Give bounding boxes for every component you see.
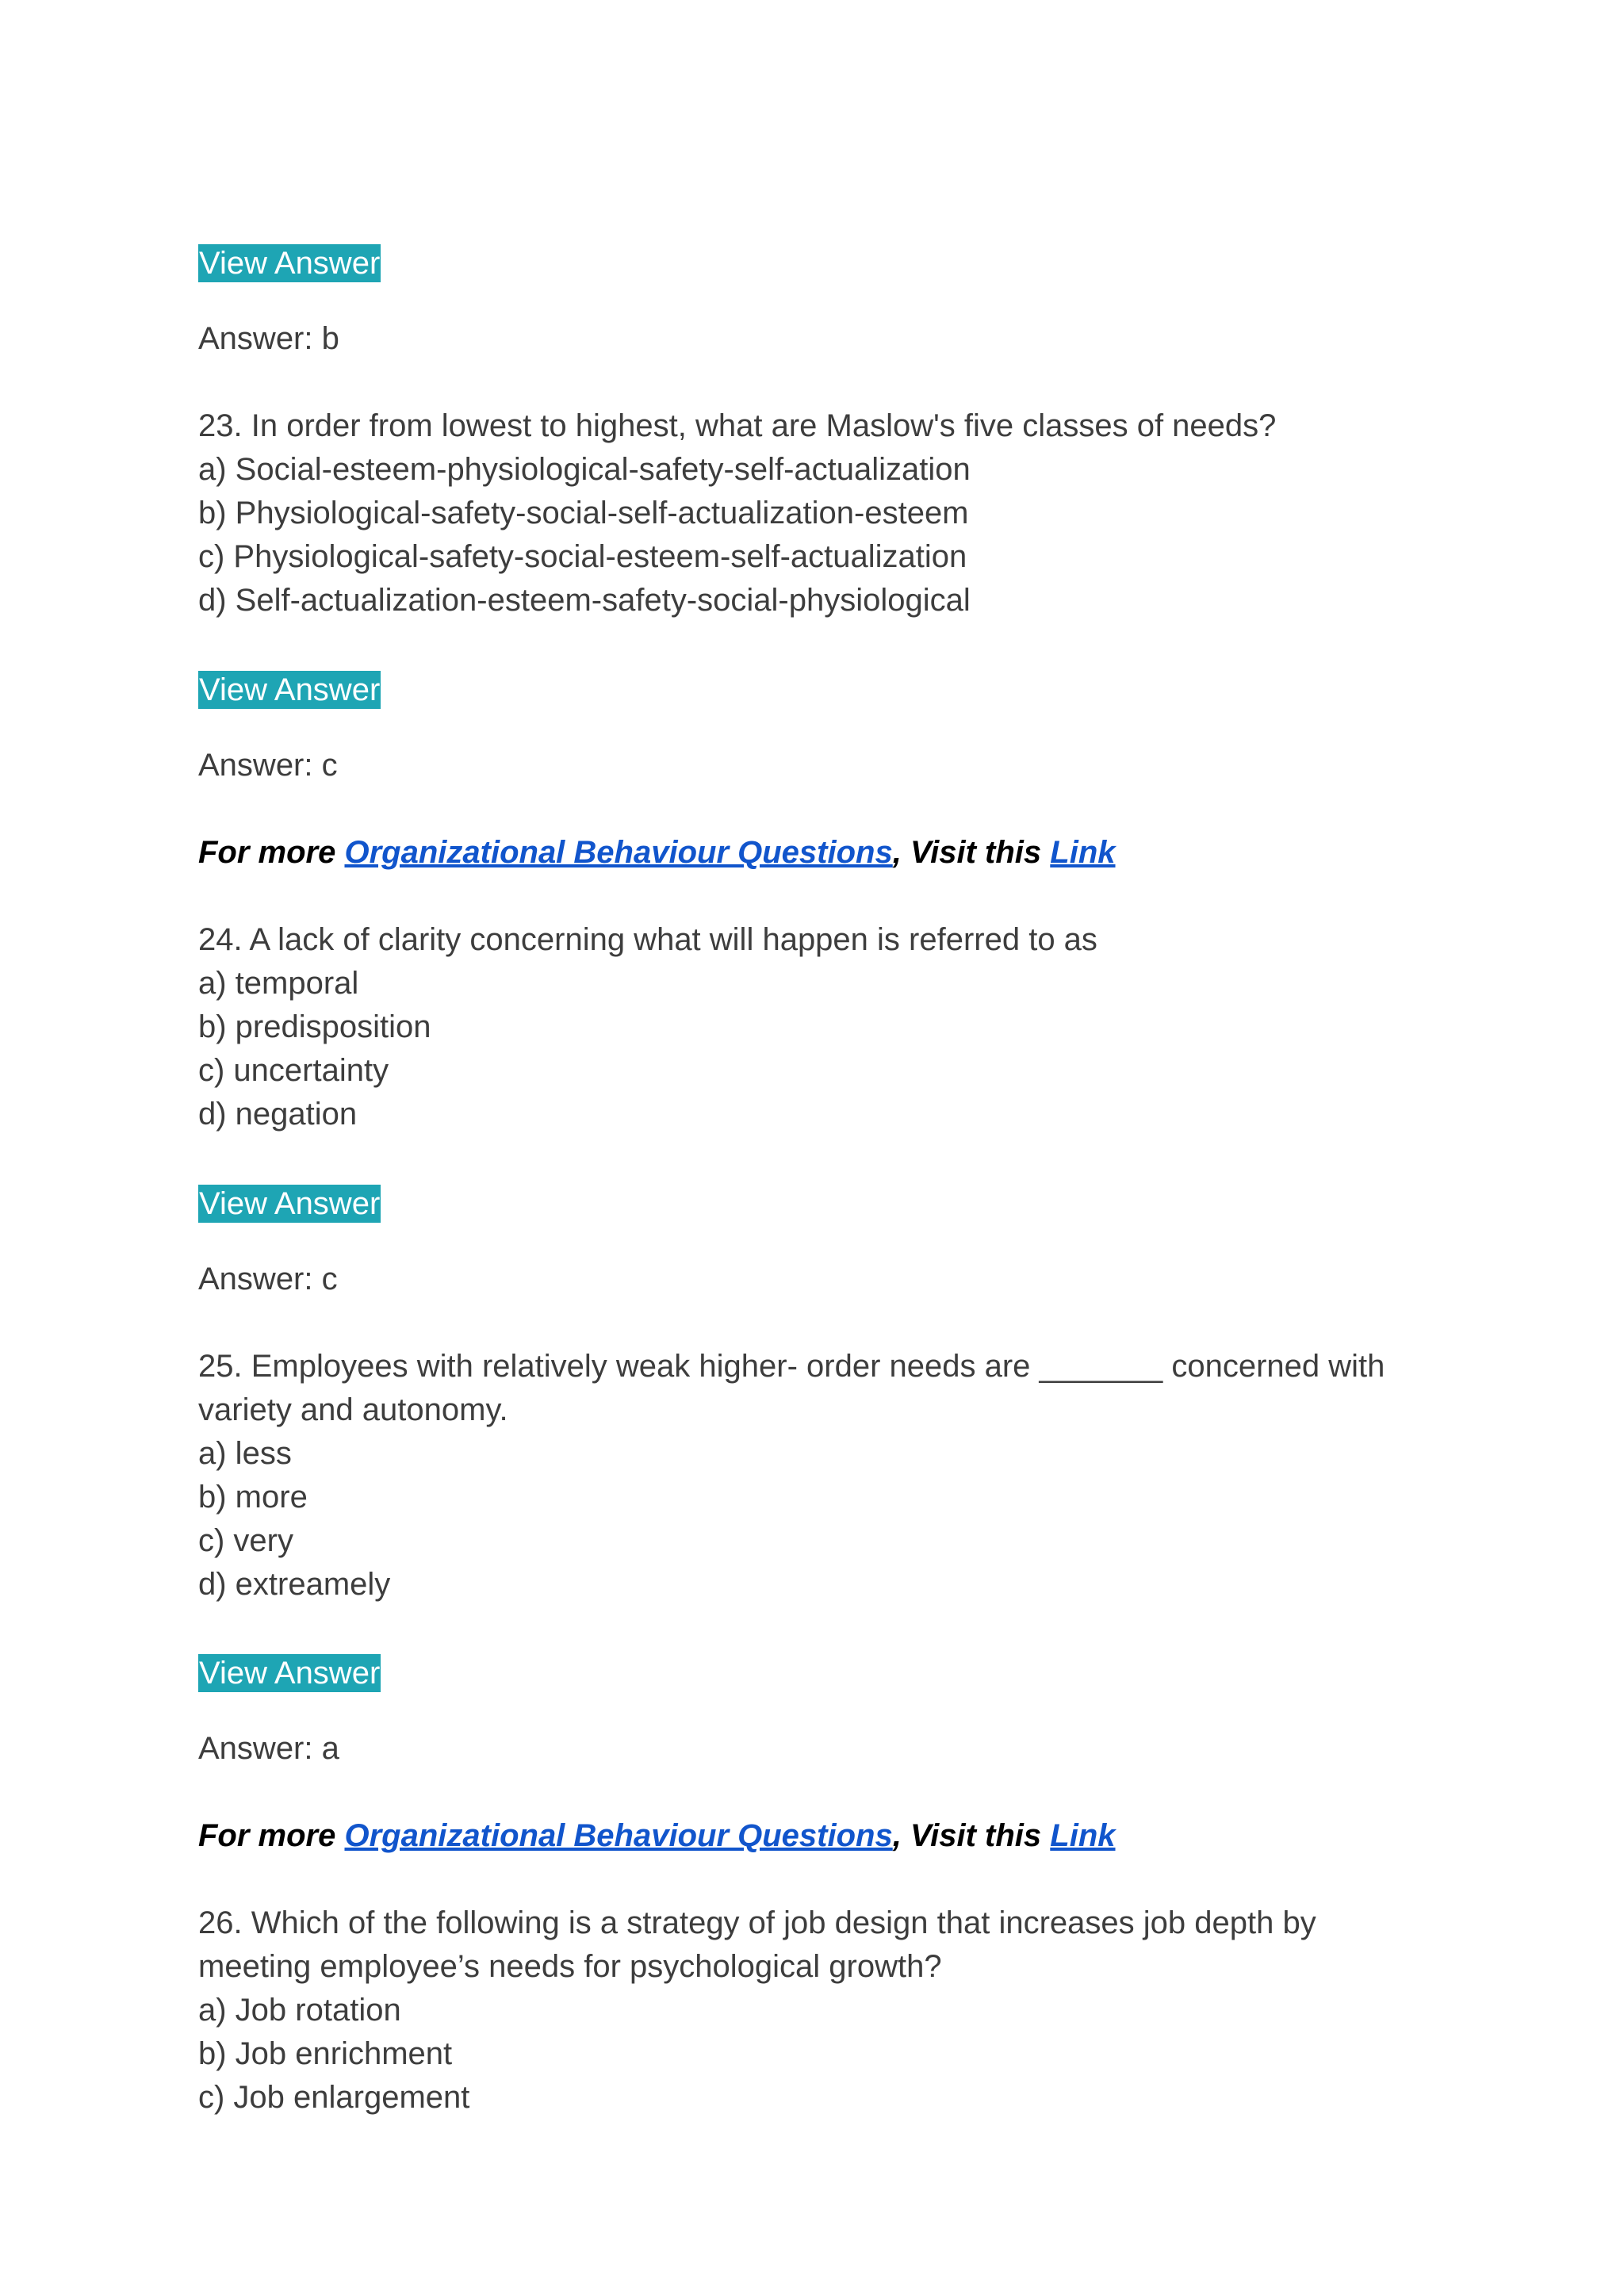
question-23-text: 23. In order from lowest to highest, what are Maslow's five classes of needs? [198, 408, 1277, 443]
question-26-text-line-1: 26. Which of the following is a strategy of job design that increases job depth by [198, 1905, 1316, 1940]
ob-questions-link-2[interactable]: Organizational Behaviour Questions [344, 1818, 893, 1853]
for-more-mid: , Visit this [892, 1818, 1051, 1853]
for-more-prefix: For more [198, 1818, 345, 1853]
answer-23: Answer: c [198, 748, 338, 783]
question-23-option-a: a) Social-esteem-physiological-safety-self-actualization [198, 452, 971, 487]
question-23-option-c: c) Physiological-safety-social-esteem-self-actualization [198, 539, 967, 574]
ob-questions-link-1[interactable]: Organizational Behaviour Questions [344, 835, 893, 870]
question-23-option-b: b) Physiological-safety-social-self-actualization-esteem [198, 496, 969, 530]
question-25-text-line-2: variety and autonomy. [198, 1392, 508, 1427]
question-23 [198, 404, 1451, 622]
view-answer-button-24[interactable]: View Answer [199, 1186, 381, 1221]
answer-25: Answer: a [198, 1731, 339, 1766]
answer-24: Answer: c [198, 1262, 338, 1296]
question-26-option-b: b) Job enrichment [198, 2036, 453, 2071]
question-24-option-b: b) predisposition [198, 1009, 431, 1044]
answer-22: Answer: b [198, 321, 339, 356]
question-25-option-a: a) less [198, 1436, 292, 1471]
question-25-option-d: d) extreamely [198, 1567, 391, 1602]
question-24-option-c: c) uncertainty [198, 1053, 389, 1088]
question-23-option-d: d) Self-actualization-esteem-safety-social-physiological [198, 583, 971, 618]
question-25 [198, 1345, 1451, 1607]
for-more-line-1 [198, 831, 1451, 875]
question-25-option-b: b) more [198, 1480, 308, 1515]
for-more-line-2 [198, 1814, 1451, 1858]
view-answer-button-23[interactable]: View Answer [199, 672, 381, 707]
question-26-option-c: c) Job enlargement [198, 2080, 470, 2115]
question-24-option-d: d) negation [198, 1097, 358, 1132]
question-24-option-a: a) temporal [198, 966, 359, 1001]
for-more-mid: , Visit this [892, 835, 1051, 870]
question-25-option-c: c) very [198, 1523, 293, 1558]
view-answer-button-25[interactable]: View Answer [199, 1656, 381, 1691]
question-25-text-line-1: 25. Employees with relatively weak higher- order needs are _______ concerned with [198, 1349, 1385, 1384]
question-26-text-line-2: meeting employee’s needs for psychological growth? [198, 1949, 942, 1984]
question-24-text: 24. A lack of clarity concerning what will happen is referred to as [198, 922, 1097, 957]
view-answer-button-22[interactable]: View Answer [199, 246, 381, 281]
question-26-option-a: a) Job rotation [198, 1993, 401, 2028]
question-24 [198, 918, 1451, 1136]
for-more-prefix: For more [198, 835, 345, 870]
question-26 [198, 1901, 1451, 2120]
visit-link-2[interactable]: Link [1050, 1818, 1116, 1853]
visit-link-1[interactable]: Link [1050, 835, 1116, 870]
